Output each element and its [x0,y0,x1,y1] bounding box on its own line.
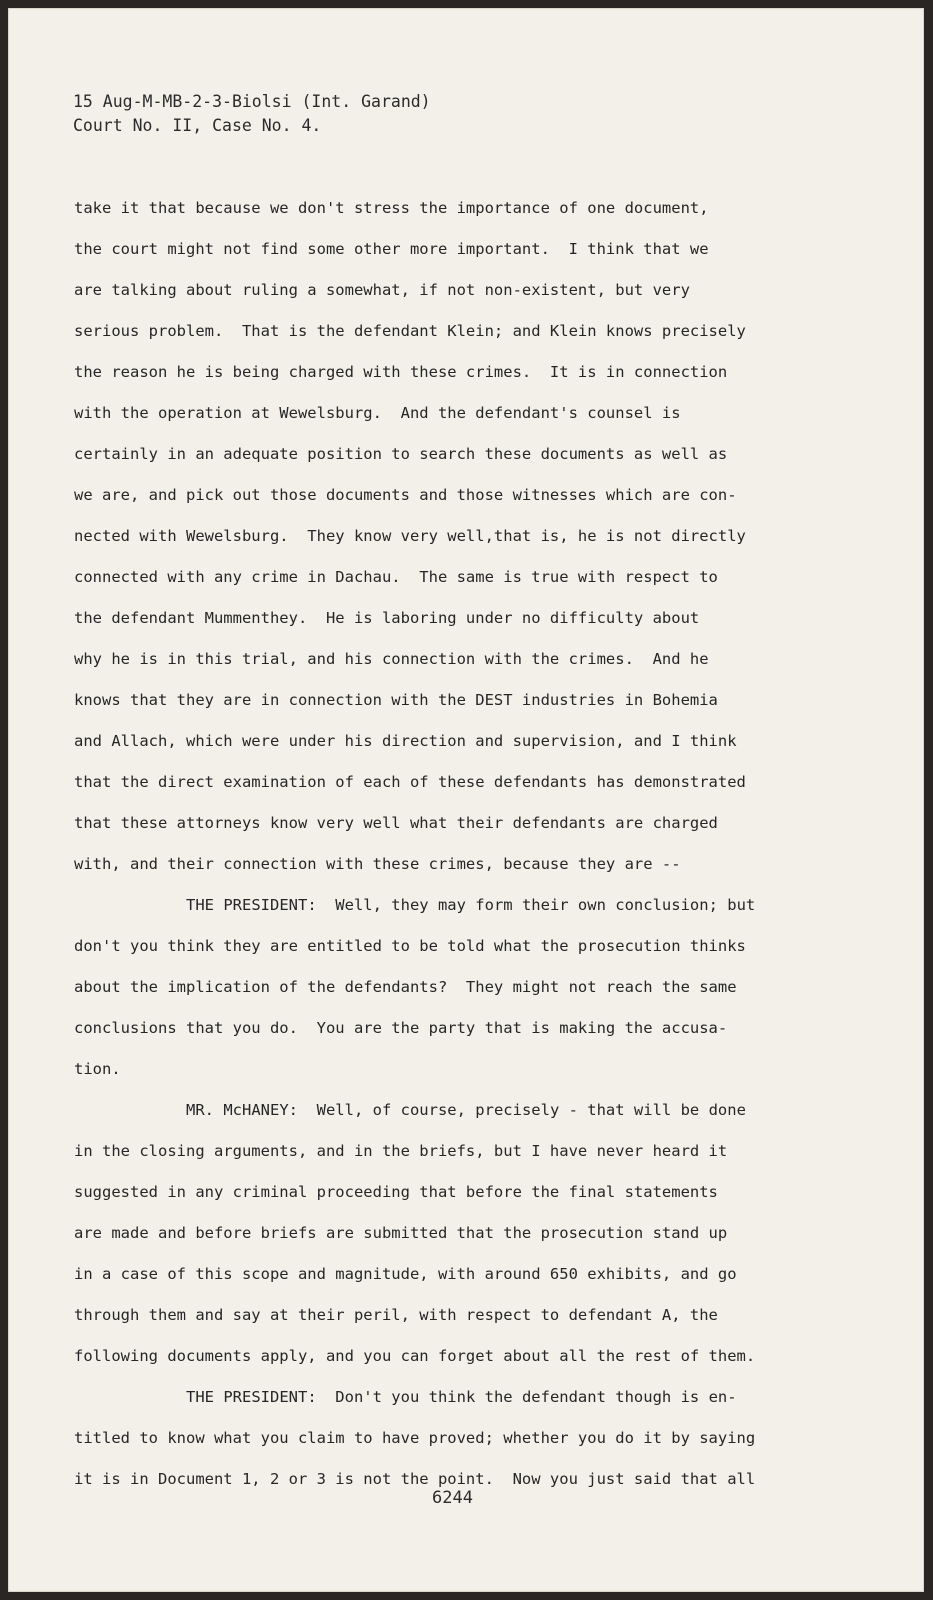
transcript-line: tion. [74,1060,121,1078]
transcript-line: we are, and pick out those documents and those witnesses which are con- [74,486,737,504]
transcript-line: suggested in any criminal proceeding that before the final statements [74,1183,718,1201]
speaker-line-president: THE PRESIDENT: Well, they may form their own conclusion; but [186,896,756,914]
transcript-line: the defendant Mummenthey. He is laboring under no difficulty about [74,609,700,627]
header-line-2: Court No. II, Case No. 4. [73,116,322,135]
document-header [73,90,431,138]
transcript-line: that these attorneys know very well what their defendants are charged [74,814,718,832]
transcript-line: through them and say at their peril, with respect to defendant A, the [74,1306,718,1324]
transcript-line: are made and before briefs are submitted that the prosecution stand up [74,1224,728,1242]
transcript-line: it is in Document 1, 2 or 3 is not the point. Now you just said that all [74,1470,756,1488]
transcript-line: take it that because we don't stress the importance of one document, [74,199,709,217]
transcript-line: with the operation at Wewelsburg. And the defendant's counsel is [74,404,681,422]
transcript-line: serious problem. That is the defendant Klein; and Klein knows precisely [74,322,746,340]
transcript-line: don't you think they are entitled to be told what the prosecution thinks [74,937,746,955]
speaker-line-president: THE PRESIDENT: Don't you think the defendant though is en- [186,1388,737,1406]
transcript-line: in a case of this scope and magnitude, with around 650 exhibits, and go [74,1265,737,1283]
transcript-line: are talking about ruling a somewhat, if not non-existent, but very [74,281,690,299]
transcript-line: titled to know what you claim to have proved; whether you do it by saying [74,1429,756,1447]
document-page [8,8,924,1592]
transcript-line: certainly in an adequate position to search these documents as well as [74,445,728,463]
transcript-line: following documents apply, and you can forget about all the rest of them. [74,1347,756,1365]
transcript-line: why he is in this trial, and his connection with the crimes. And he [74,650,709,668]
transcript-line: knows that they are in connection with the DEST industries in Bohemia [74,691,718,709]
transcript-line: the court might not find some other more important. I think that we [74,240,709,258]
transcript-line: connected with any crime in Dachau. The same is true with respect to [74,568,718,586]
header-line-1: 15 Aug-M-MB-2-3-Biolsi (Int. Garand) [73,92,431,111]
transcript-line: about the implication of the defendants? They might not reach the same [74,978,737,996]
speaker-line-mchaney: MR. McHANEY: Well, of course, precisely - that will be done [186,1101,746,1119]
page-number: 6244 [432,1488,473,1508]
transcript-line: that the direct examination of each of these defendants has demonstrated [74,773,746,791]
transcript-line: with, and their connection with these crimes, because they are -- [74,855,681,873]
transcript-body [74,188,834,1500]
transcript-line: nected with Wewelsburg. They know very well,that is, he is not directly [74,527,746,545]
transcript-line: in the closing arguments, and in the briefs, but I have never heard it [74,1142,728,1160]
transcript-line: the reason he is being charged with these crimes. It is in connection [74,363,728,381]
transcript-line: and Allach, which were under his direction and supervision, and I think [74,732,737,750]
transcript-line: conclusions that you do. You are the party that is making the accusa- [74,1019,728,1037]
